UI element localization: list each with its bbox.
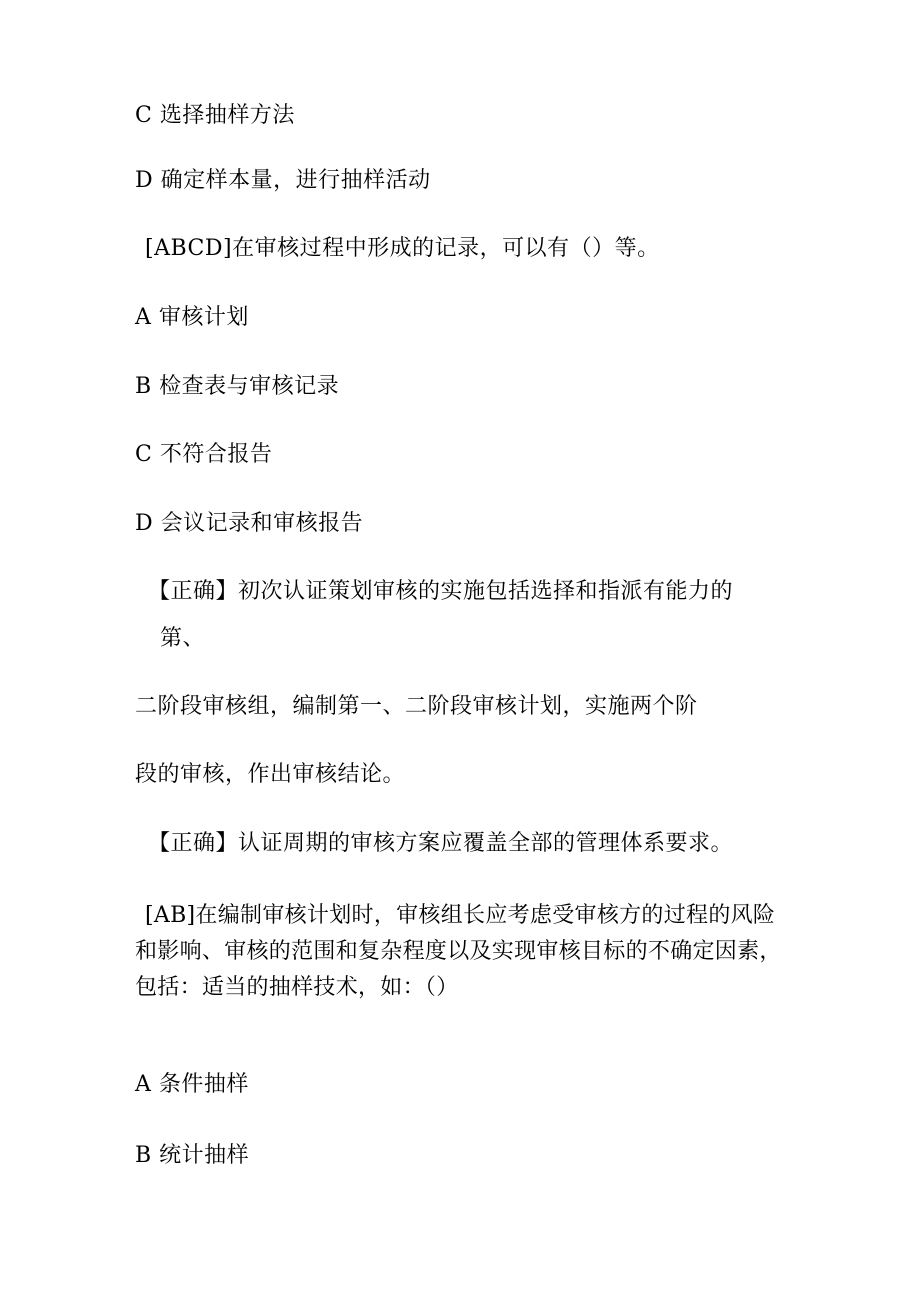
option-d-meeting-records: D 会议记录和审核报告 <box>135 511 364 536</box>
option-d-sample-size: D 确定样本量，进行抽样活动 <box>135 168 431 193</box>
question-line-1: [AB]在编制审核计划时，审核组长应考虑受审核方的过程的风险 <box>145 903 776 928</box>
statement-initial-certification-cont: 第、 <box>160 626 206 651</box>
option-a-audit-plan: A 审核计划 <box>135 305 249 330</box>
statement-audit-program: 【正确】认证周期的审核方案应覆盖全部的管理体系要求。 <box>148 831 734 856</box>
question-line-3: 包括：适当的抽样技术，如：（） <box>135 975 459 1000</box>
option-c-sampling-method: C 选择抽样方法 <box>135 103 295 128</box>
statement-stage-audit: 二阶段审核组，编制第一、二阶段审核计划，实施两个阶 <box>135 694 698 719</box>
statement-initial-certification: 【正确】初次认证策划审核的实施包括选择和指派有能力的 <box>148 579 734 604</box>
question-line-2: 和影响、审核的范围和复杂程度以及实现审核目标的不确定因素， <box>135 939 782 964</box>
option-b-statistical-sampling: B 统计抽样 <box>135 1143 250 1168</box>
question-sampling-technique <box>135 898 782 1006</box>
option-c-nonconformity-report: C 不符合报告 <box>135 442 273 467</box>
question-audit-records: [ABCD]在审核过程中形成的记录，可以有（）等。 <box>145 236 660 261</box>
option-b-checklist: B 检查表与审核记录 <box>135 374 340 399</box>
option-a-condition-sampling: A 条件抽样 <box>135 1072 249 1097</box>
statement-audit-conclusion: 段的审核，作出审核结论。 <box>135 762 406 787</box>
